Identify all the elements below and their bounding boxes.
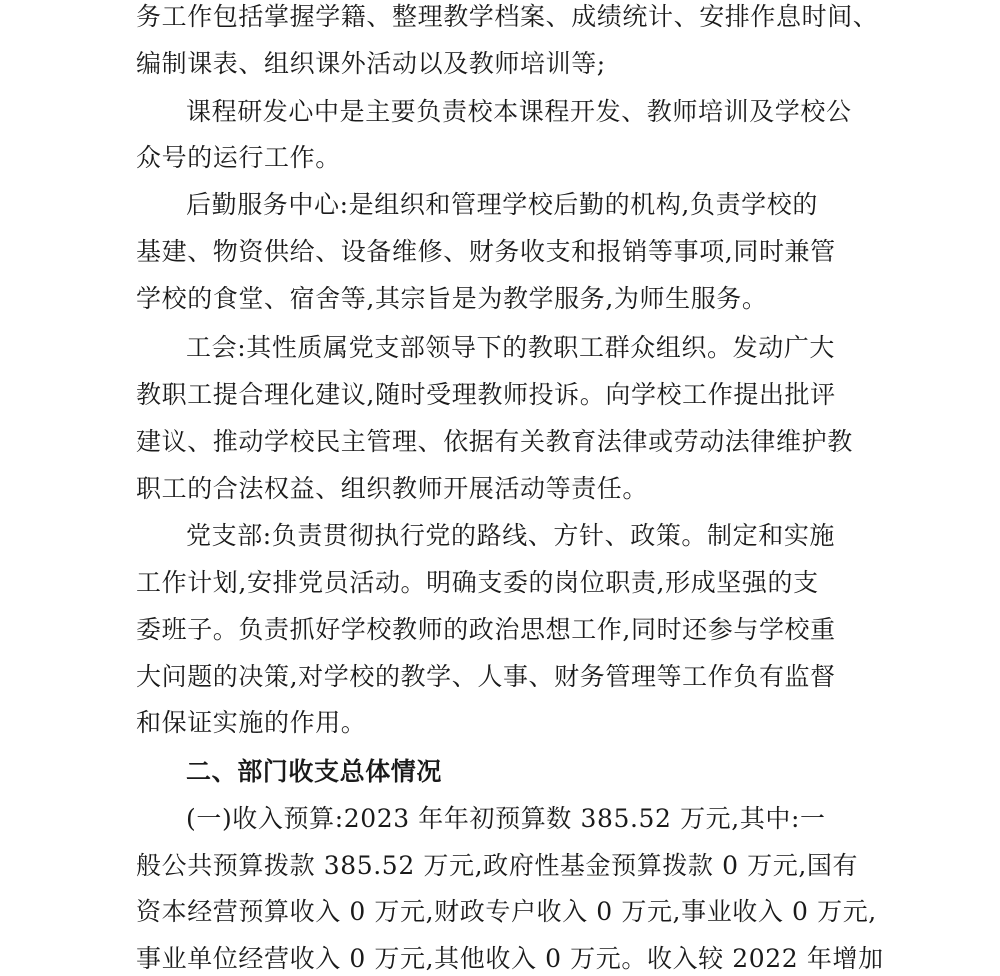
text-line: 事业单位经营收入 0 万元,其他收入 0 万元。收入较 2022 年增加 <box>136 944 884 973</box>
text-line: 大问题的决策,对学校的教学、人事、财务管理等工作负有监督 <box>136 662 836 691</box>
text-line: 工作计划,安排党员活动。明确支委的岗位职责,形成坚强的支 <box>136 568 819 597</box>
text-line: 建议、推动学校民主管理、依据有关教育法律或劳动法律维护教 <box>136 427 853 456</box>
text-line: 编制课表、组织课外活动以及教师培训等; <box>136 49 606 78</box>
paragraph-start-logistics-center: 后勤服务中心:是组织和管理学校后勤的机构,负责学校的 <box>186 190 818 219</box>
text-line: 众号的运行工作。 <box>136 143 341 172</box>
text-line: 资本经营预算收入 0 万元,财政专户收入 0 万元,事业收入 0 万元, <box>136 897 877 926</box>
paragraph-start-income-budget: (一)收入预算:2023 年年初预算数 385.52 万元,其中:一 <box>186 804 826 833</box>
paragraph-start-curriculum-center: 课程研发心中是主要负责校本课程开发、教师培训及学校公 <box>186 97 852 126</box>
text-line: 教职工提合理化建议,随时受理教师投诉。向学校工作提出批评 <box>136 380 836 409</box>
text-line: 委班子。负责抓好学校教师的政治思想工作,同时还参与学校重 <box>136 615 836 644</box>
text-line: 职工的合法权益、组织教师开展活动等责任。 <box>136 474 649 503</box>
text-line: 务工作包括掌握学籍、整理教学档案、成绩统计、安排作息时间、 <box>136 2 879 31</box>
paragraph-start-party-branch: 党支部:负责贯彻执行党的路线、方针、政策。制定和实施 <box>186 521 836 550</box>
text-line: 学校的食堂、宿舍等,其宗旨是为教学服务,为师生服务。 <box>136 284 768 313</box>
text-line: 基建、物资供给、设备维修、财务收支和报销等事项,同时兼管 <box>136 237 836 266</box>
text-line: 和保证实施的作用。 <box>136 708 367 737</box>
section-heading: 二、部门收支总体情况 <box>186 757 443 786</box>
text-line: 般公共预算拨款 385.52 万元,政府性基金预算拨款 0 万元,国有 <box>136 851 859 880</box>
paragraph-start-union: 工会:其性质属党支部领导下的教职工群众组织。发动广大 <box>186 333 836 362</box>
